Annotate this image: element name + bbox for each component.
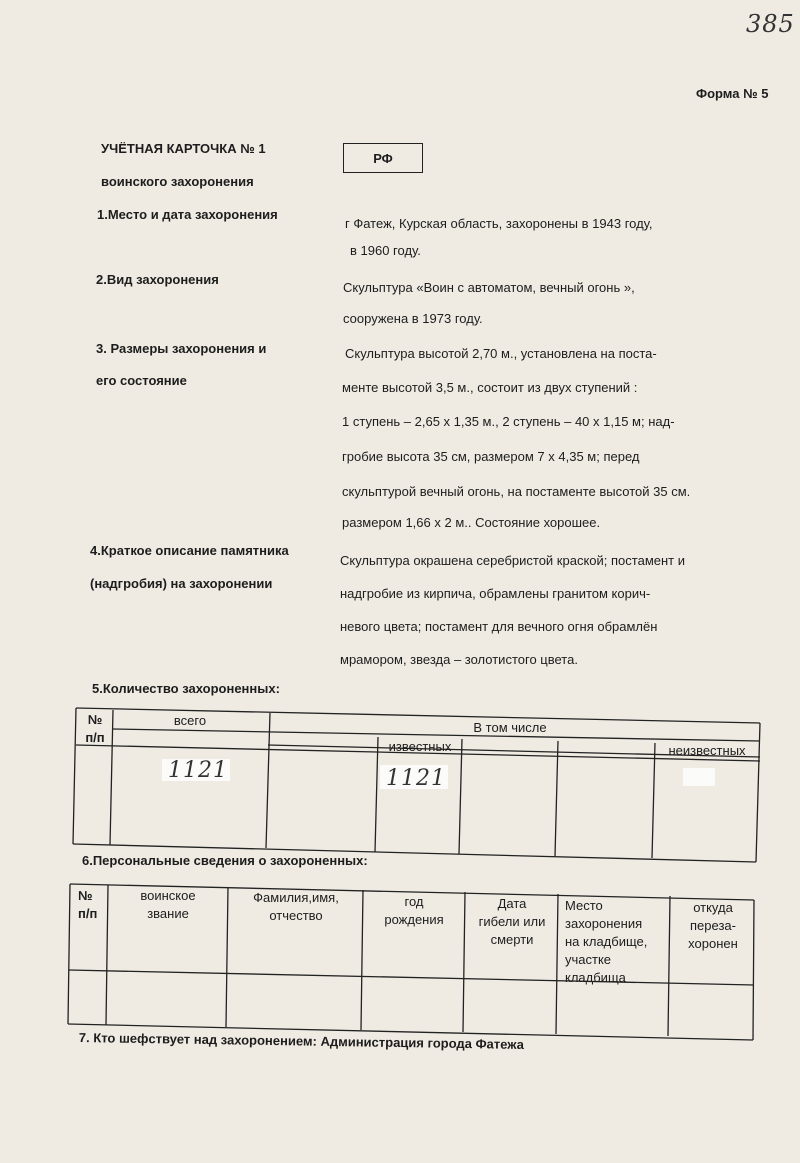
known-count: 1121	[386, 766, 446, 791]
section-4-line: невого цвета; постамент для вечного огня обрамлён	[340, 619, 658, 634]
table2-header-name: Фамилия,имя, отчество	[253, 890, 339, 923]
section-4-label: (надгробия) на захоронении	[90, 576, 273, 591]
section-3-line: менте высотой 3,5 м., состоит из двух ступений :	[342, 380, 638, 395]
table1-header-known: известных	[388, 739, 452, 754]
form-number: Форма № 5	[696, 86, 769, 101]
table2-header-death: Дата гибели или смерти	[478, 896, 546, 947]
table2-header-num: № п/п	[78, 888, 98, 921]
table2-header-place: Место захоронения на кладбище, участке кладбища	[565, 898, 648, 985]
table1-header-including: В том числе	[473, 720, 547, 735]
section-3-line: 1 ступень – 2,65 х 1,35 м., 2 ступень – 40 х 1,15 м; над-	[342, 414, 675, 429]
section-1-line: в 1960 году.	[350, 243, 421, 258]
section-5-label: 5.Количество захороненных:	[92, 681, 280, 696]
section-3-line: Скульптура высотой 2,70 м., установлена на поста-	[345, 346, 657, 361]
card-subtitle: воинского захоронения	[101, 174, 254, 189]
country-box: РФ	[343, 143, 423, 173]
section-2-line: Скульптура «Воин с автоматом, вечный огонь »,	[343, 280, 635, 295]
section-3-line: размером 1,66 х 2 м.. Состояние хорошее.	[342, 515, 601, 530]
table2-header-rank: воинское звание	[140, 888, 196, 921]
section-4-line: Скульптура окрашена серебристой краской; постамент и	[340, 553, 685, 568]
section-1-label: 1.Место и дата захоронения	[97, 207, 278, 222]
table1-header-num	[80, 711, 110, 747]
section-2-label: 2.Вид захоронения	[96, 272, 219, 287]
section-3-label: 3. Размеры захоронения и	[96, 341, 267, 356]
correction-patch	[683, 768, 715, 786]
table2-header-from: откуда переза- хоронен	[688, 900, 738, 951]
section-1-line: г Фатеж, Курская область, захоронены в 1943 году,	[345, 216, 653, 231]
page-number: 385	[746, 10, 795, 38]
table1-header-unknown: неизвестных	[668, 743, 746, 758]
section-6-label: 6.Персональные сведения о захороненных:	[82, 853, 368, 868]
section-4-line: мрамором, звезда – золотистого цвета.	[340, 652, 578, 667]
section-2-line: сооружена в 1973 году.	[343, 311, 483, 326]
header-text: № п/п	[85, 712, 105, 745]
section-7-label: 7. Кто шефствует над захоронением: Администрация города Фатежа	[78, 1030, 525, 1052]
table2-header-birth: год рождения	[384, 894, 444, 927]
section-3-line: скульптурой вечный огонь, на постаменте высотой 35 см.	[342, 484, 691, 499]
total-count: 1121	[168, 758, 228, 783]
section-4-line: надгробие из кирпича, обрамлены гранитом корич-	[340, 586, 651, 601]
section-3-label: его состояние	[96, 373, 187, 388]
table1-header-total: всего	[173, 713, 207, 728]
section-3-line: гробие высота 35 см, размером 7 х 4,35 м; перед	[342, 449, 640, 464]
card-title: УЧЁТНАЯ КАРТОЧКА № 1	[101, 141, 266, 156]
section-4-label: 4.Краткое описание памятника	[90, 543, 289, 558]
